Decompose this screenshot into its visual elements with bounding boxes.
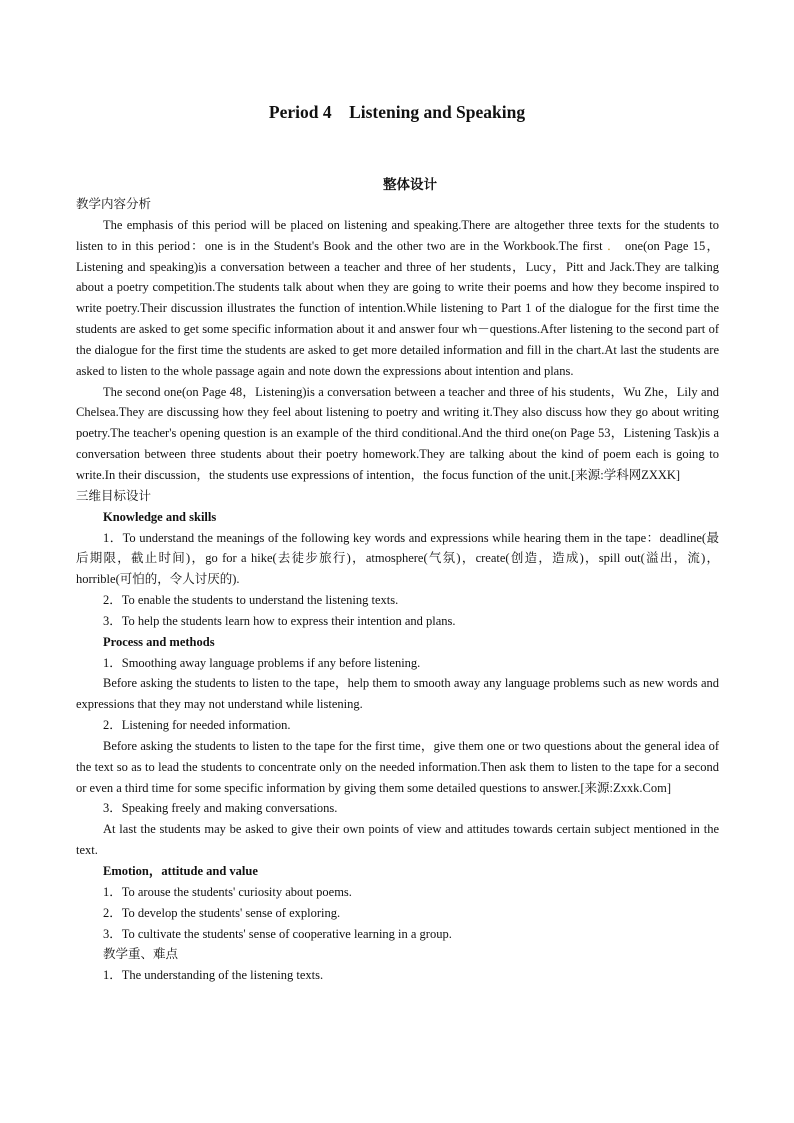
document-body — [76, 194, 719, 986]
knowledge-skills-heading: Knowledge and skills — [103, 509, 217, 524]
process-item-2-detail: Before asking the students to listen to the tape for the first time，give them one or two questions about the general idea of the text so as to lead the students to concentrate only on the needed information.Then ask them to listen to the tape for a second or even a third time for some specific information by giving them some detailed questions to answer.[来源:Zxxk.Com] — [76, 738, 719, 795]
content-analysis-paragraph-2: The second one(on Page 48，Listening)is a conversation between a teacher and three of his students，Wu Zhe，Lily and Chelsea.They are discussing how they feel about listening to poetry and writing it.They also discuss how they go about writing poetry.The teacher's opening question is an example of the third conditional.And the third one(on Page 53，Listening Task)is a conversation between three students about their poetry homework.They are talking about the kind of poem each is going to write.In their discussion，the students use expressions of intention，the focus function of the unit.[来源:学科网ZXXK] — [76, 384, 719, 482]
paragraph-1-text-continued: one(on Page 15，Listening and speaking)is a conversation between a teacher and three of her students，Lucy，Pitt and Jack.They are talking about a poetry competition.The students talk about when they are going to write their poems and how they become inspired to write poetry.Their discussion illustrates the function of intention.While listening to Part 1 of the dialogue for the first time the students are asked to get some specific information about it and answer four wh－questions.After listening to the second part of the dialogue for the first time the students are asked to get more detailed information and fill in the chart.At last the students are asked to listen to the whole passage again and note down the expressions about intention and plans. — [76, 238, 719, 378]
stray-mark: ． — [606, 238, 621, 253]
content-analysis-heading: 教学内容分析 — [76, 196, 152, 211]
knowledge-item-3: 3．To help the students learn how to express their intention and plans. — [103, 613, 456, 628]
page-title: Period 4 Listening and Speaking — [268, 102, 526, 122]
process-item-1: 1．Smoothing away language problems if any before listening. — [103, 655, 421, 670]
key-points-item-1: 1．The understanding of the listening texts. — [103, 968, 324, 983]
knowledge-item-2: 2．To enable the students to understand the listening texts. — [103, 593, 399, 608]
process-item-1-detail: Before asking the students to listen to the tape，help them to smooth away any language problems such as new words and expressions that they may not understand while listening. — [76, 676, 719, 712]
knowledge-item-1: 1．To understand the meanings of the following key words and expressions while hearing them in the tape：deadline(最后期限，截止时间)，go for a hike(去徒步旅行)，atmosphere(气氛)，create(创造，造成)，spill out(溢出，流)，horrible(可怕的，令人讨厌的). — [76, 530, 719, 587]
paragraph-1-text: The emphasis of this period will be placed on listening and speaking.There are altogether three texts for the students to listen to in this period：one is in the Student's Book and the other two are in the Workbook.The first — [76, 217, 719, 253]
objectives-heading: 三维目标设计 — [76, 487, 152, 503]
section-title: 整体设计 — [383, 177, 437, 193]
process-item-2: 2．Listening for needed information. — [103, 718, 291, 733]
content-analysis-paragraph-1 — [76, 215, 719, 382]
emotion-item-3: 3．To cultivate the students' sense of cooperative learning in a group. — [103, 926, 452, 941]
process-item-3-detail: At last the students may be asked to give their own points of view and attitudes towards certain subject mentioned in the text. — [76, 822, 719, 858]
process-item-3: 3．Speaking freely and making conversations. — [103, 801, 338, 816]
emotion-item-1: 1．To arouse the students' curiosity about poems. — [103, 884, 352, 899]
emotion-heading: Emotion，attitude and value — [103, 864, 258, 878]
key-points-heading: 教学重、难点 — [103, 946, 179, 962]
emotion-item-2: 2．To develop the students' sense of exploring. — [103, 905, 341, 920]
process-methods-heading: Process and methods — [103, 634, 215, 649]
